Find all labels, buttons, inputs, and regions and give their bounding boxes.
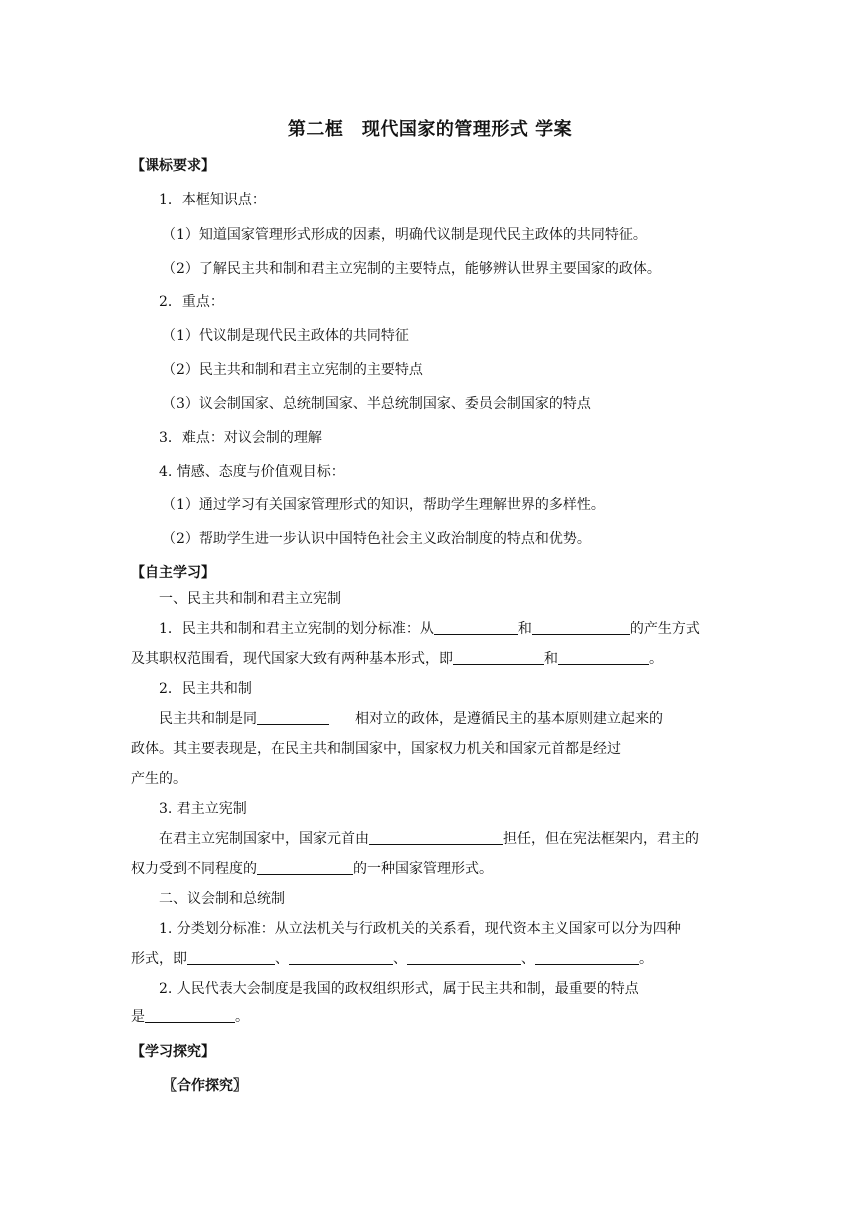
answer-blank[interactable] (558, 650, 649, 665)
fill-in-line-4: 在君主立宪制国家中，国家元首由 担任，但在宪法框架内，君主的 (159, 831, 699, 847)
standards-point-2a: （1）代议制是现代民主政体的共同特征 (162, 328, 409, 344)
paragraph-line: 2. 人民代表大会制度是我国的政权组织形式，属于民主共和制，最重要的特点 (159, 981, 639, 997)
fill-in-line-7: 是 。 (131, 1009, 249, 1025)
fill-in-line-3: 民主共和制是同 相对立的政体，是遵循民主的基本原则建立起来的 (159, 711, 663, 727)
section-heading-explore: 【学习探究】 (131, 1044, 215, 1060)
paragraph-line: 政体。其主要表现是，在民主共和制国家中，国家权力机关和国家元首都是经过 (131, 741, 621, 757)
fill-in-line-1: 1．民主共和制和君主立宪制的划分标准：从 和 的产生方式 (159, 621, 700, 637)
paragraph-line: 产生的。 (131, 771, 187, 787)
answer-blank[interactable] (407, 950, 521, 965)
standards-point-2b: （2）民主共和制和君主立宪制的主要特点 (162, 362, 423, 378)
fill-in-line-5: 权力受到不同程度的 的一种国家管理形式。 (131, 861, 493, 877)
standards-point-1b: （2）了解民主共和制和君主立宪制的主要特点，能够辨认世界主要国家的政体。 (162, 261, 661, 277)
fill-in-line-6: 形式，即 、 、 、 。 (131, 951, 653, 967)
subsection-heading-cooperative: 〖合作探究〗 (163, 1078, 247, 1094)
answer-blank[interactable] (187, 950, 275, 965)
answer-blank[interactable] (289, 950, 393, 965)
standards-point-1: 1．本框知识点： (159, 192, 266, 208)
fill-in-line-2: 及其职权范围看，现代国家大致有两种基本形式，即 和 。 (131, 651, 663, 667)
answer-blank[interactable] (532, 620, 630, 635)
standards-point-2c: （3）议会制国家、总统制国家、半总统制国家、委员会制国家的特点 (162, 396, 591, 412)
section-heading-self-study: 【自主学习】 (131, 565, 215, 581)
standards-point-4: 4. 情感、态度与价值观目标： (159, 464, 345, 480)
standards-point-4b: （2）帮助学生进一步认识中国特色社会主义政治制度的特点和优势。 (162, 531, 591, 547)
answer-blank[interactable] (257, 860, 353, 875)
section-heading-standards: 【课标要求】 (131, 158, 215, 174)
answer-blank[interactable] (369, 830, 503, 845)
standards-point-2: 2．重点： (159, 294, 224, 310)
standards-point-4a: （1）通过学习有关国家管理形式的知识，帮助学生理解世界的多样性。 (162, 497, 605, 513)
answer-blank[interactable] (453, 650, 544, 665)
self-study-item-2: 2．民主共和制 (159, 681, 252, 697)
page-title: 第二框 现代国家的管理形式 学案 (287, 119, 573, 140)
standards-point-1a: （1）知道国家管理形式形成的因素，明确代议制是现代民主政体的共同特征。 (162, 227, 647, 243)
answer-blank[interactable] (145, 1008, 235, 1023)
answer-blank[interactable] (434, 620, 518, 635)
standards-point-3: 3．难点：对议会制的理解 (159, 430, 322, 446)
self-study-item-3: 3. 君主立宪制 (159, 801, 247, 817)
paragraph-line: 1. 分类划分标准：从立法机关与行政机关的关系看，现代资本主义国家可以分为四种 (159, 921, 681, 937)
answer-blank[interactable] (257, 710, 329, 725)
self-study-subheading-1: 一、民主共和制和君主立宪制 (159, 591, 341, 607)
answer-blank[interactable] (535, 950, 639, 965)
self-study-subheading-2: 二、议会制和总统制 (159, 891, 285, 907)
